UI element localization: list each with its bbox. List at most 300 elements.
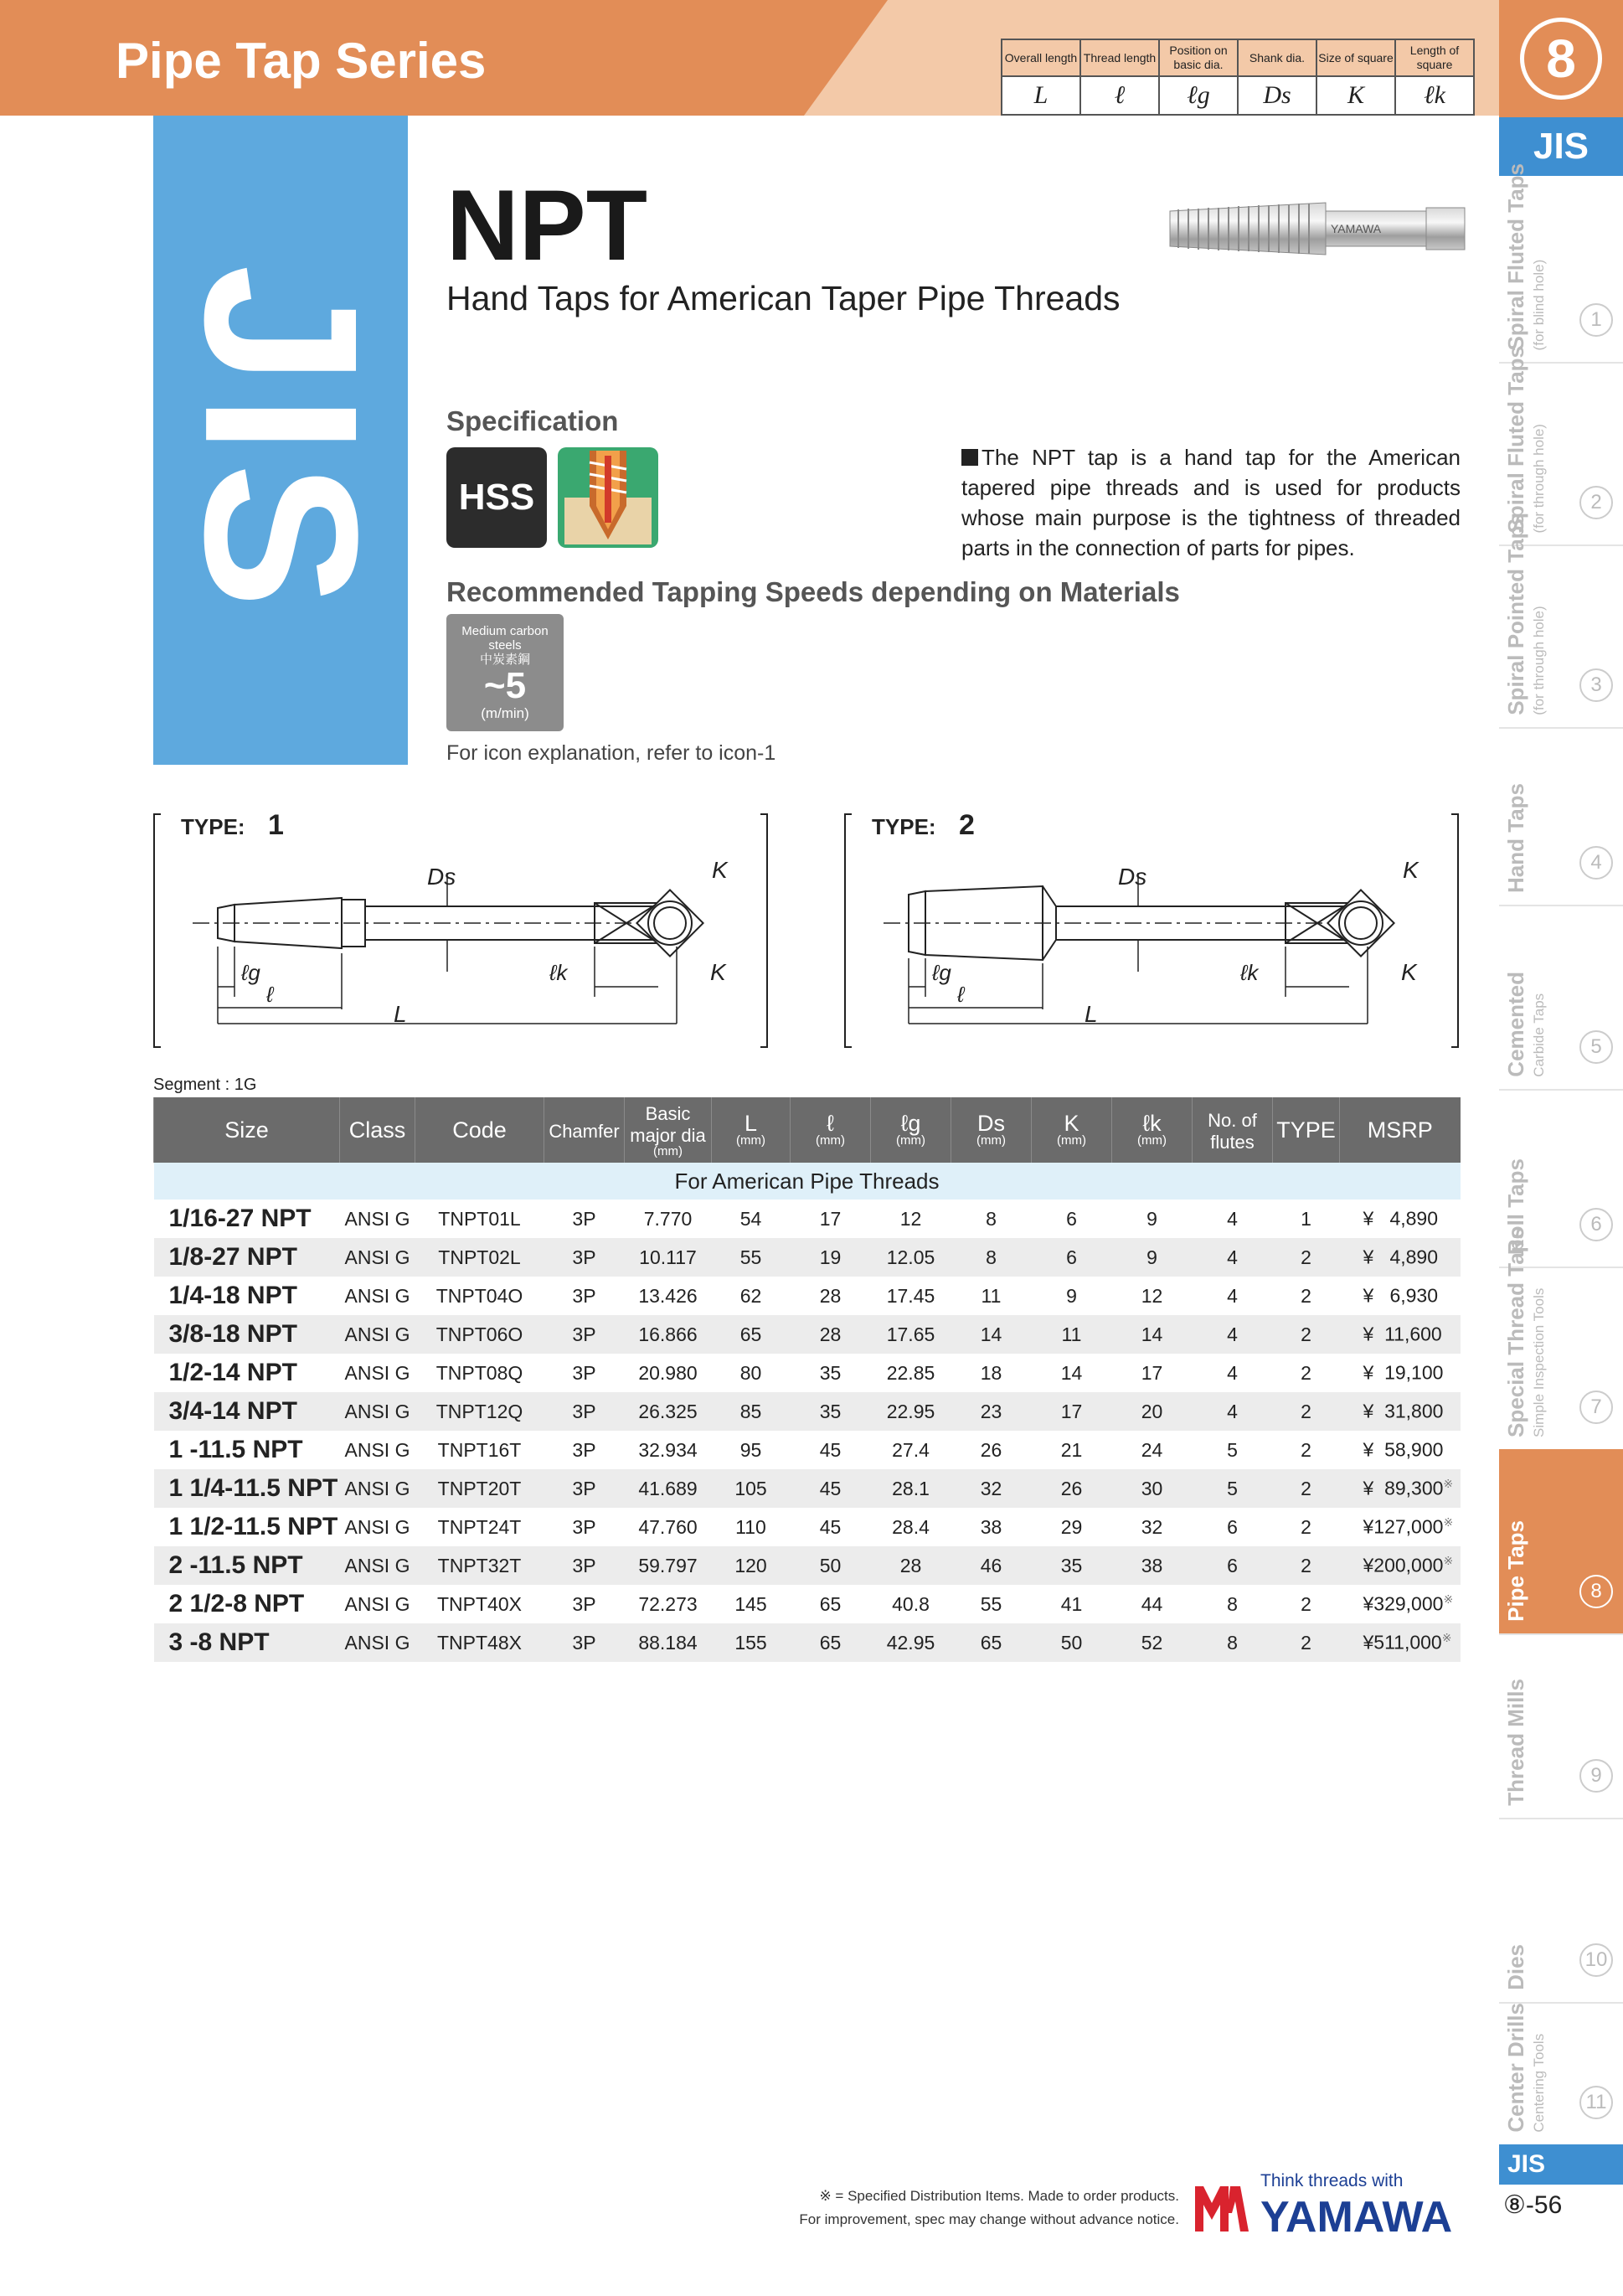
cell-msrp — [1340, 1508, 1461, 1546]
msrp-value: ¥ 6,930 — [1363, 1284, 1439, 1307]
made-to-order-mark: ※ — [1443, 1592, 1454, 1607]
sidebar-item-label — [1504, 1944, 1579, 1990]
cell-class: ANSI G — [340, 1315, 415, 1354]
cell-basic-major: 7.770 — [625, 1200, 712, 1238]
cell-chamfer: 3P — [544, 1431, 625, 1469]
cell-L: 55 — [712, 1238, 791, 1277]
dimension-legend — [1001, 39, 1475, 116]
cell-msrp — [1340, 1546, 1461, 1585]
cell-basic-major: 88.184 — [625, 1623, 712, 1662]
cell-chamfer: 3P — [544, 1585, 625, 1623]
cell-lg: 42.95 — [871, 1623, 951, 1662]
cell-lk: 52 — [1112, 1623, 1193, 1662]
cell-lg: 12 — [871, 1200, 951, 1238]
cell-flutes: 4 — [1193, 1238, 1273, 1277]
cell-msrp — [1340, 1623, 1461, 1662]
table-row — [154, 1508, 1461, 1546]
table-row — [154, 1238, 1461, 1277]
col-msrp: MSRP — [1340, 1097, 1461, 1163]
cell-flutes: 4 — [1193, 1200, 1273, 1238]
page-section-title: Pipe Tap Series — [116, 33, 487, 89]
speed-material-en: Medium carbon steels — [461, 624, 549, 653]
msrp-value: ¥ 89,300 — [1363, 1477, 1444, 1499]
cell-code: TNPT02L — [415, 1238, 544, 1277]
cell-type: 2 — [1273, 1392, 1340, 1431]
cell-code: TNPT40X — [415, 1585, 544, 1623]
cell-flutes: 4 — [1193, 1315, 1273, 1354]
cell-l: 45 — [791, 1508, 871, 1546]
cell-lk: 17 — [1112, 1354, 1193, 1392]
cell-flutes: 5 — [1193, 1431, 1273, 1469]
table-row — [154, 1200, 1461, 1238]
spec-table — [153, 1097, 1461, 1662]
sidebar-item-11[interactable] — [1499, 2002, 1623, 2146]
cell-size: 1/16-27 NPT — [154, 1200, 340, 1238]
cell-basic-major: 20.980 — [625, 1354, 712, 1392]
cell-lg: 40.8 — [871, 1585, 951, 1623]
sidebar-item-title: Center Drills — [1503, 2003, 1528, 2133]
msrp-value: ¥ 58,900 — [1363, 1438, 1444, 1461]
sidebar-item-number: 6 — [1579, 1208, 1613, 1241]
cell-type: 2 — [1273, 1469, 1340, 1508]
sidebar-item-label — [1504, 163, 1579, 350]
cell-class: ANSI G — [340, 1238, 415, 1277]
segment-label: Segment : 1G — [153, 1076, 257, 1094]
cell-L: 145 — [712, 1585, 791, 1623]
tapping-speed-heading: Recommended Tapping Speeds depending on Materials — [446, 576, 1180, 607]
cell-ds: 26 — [951, 1431, 1032, 1469]
sidebar-item-number: 9 — [1579, 1759, 1613, 1793]
label-k-top: K — [1403, 857, 1419, 883]
label-lg: ℓg — [932, 960, 951, 985]
label-lk: ℓk — [1240, 960, 1259, 985]
sidebar-item-subtitle: (for through hole) — [1531, 423, 1547, 533]
label-k-bottom: K — [1401, 959, 1417, 985]
sidebar-item-label — [1504, 346, 1579, 533]
cell-ds: 8 — [951, 1238, 1032, 1277]
cell-type: 2 — [1273, 1238, 1340, 1277]
cell-code: TNPT06O — [415, 1315, 544, 1354]
sidebar-item-subtitle: Carbide Taps — [1531, 993, 1547, 1077]
product-name: NPT — [446, 169, 647, 281]
cell-k: 6 — [1032, 1200, 1112, 1238]
col-code: Code — [415, 1097, 544, 1163]
cell-code: TNPT32T — [415, 1546, 544, 1585]
label-L: L — [394, 1001, 407, 1027]
cell-msrp — [1340, 1469, 1461, 1508]
cell-ds: 11 — [951, 1277, 1032, 1315]
legend-label-position-basic-dia: Position on basic dia. — [1159, 39, 1238, 76]
cell-k: 41 — [1032, 1585, 1112, 1623]
cell-L: 155 — [712, 1623, 791, 1662]
cell-flutes: 4 — [1193, 1392, 1273, 1431]
cell-msrp — [1340, 1200, 1461, 1238]
cell-L: 54 — [712, 1200, 791, 1238]
cell-ds: 23 — [951, 1392, 1032, 1431]
cell-l: 28 — [791, 1277, 871, 1315]
made-to-order-mark: ※ — [1443, 1477, 1454, 1491]
table-row — [154, 1469, 1461, 1508]
msrp-value: ¥ 4,890 — [1363, 1246, 1439, 1268]
cell-basic-major: 59.797 — [625, 1546, 712, 1585]
cell-size: 1/2-14 NPT — [154, 1354, 340, 1392]
coating-icon — [558, 447, 658, 548]
type-2-diagram — [842, 804, 1461, 1055]
msrp-value: ¥ 11,600 — [1363, 1323, 1442, 1345]
sidebar-item-number: 3 — [1579, 668, 1613, 702]
sidebar-item-8[interactable] — [1499, 1449, 1623, 1635]
cell-l: 19 — [791, 1238, 871, 1277]
sidebar-item-5[interactable] — [1499, 905, 1623, 1091]
cell-lk: 44 — [1112, 1585, 1193, 1623]
cell-lg: 27.4 — [871, 1431, 951, 1469]
cell-k: 21 — [1032, 1431, 1112, 1469]
cell-l: 17 — [791, 1200, 871, 1238]
table-row — [154, 1315, 1461, 1354]
cell-msrp — [1340, 1238, 1461, 1277]
speed-value: ~5 — [483, 665, 527, 706]
cell-chamfer: 3P — [544, 1546, 625, 1585]
cell-code: TNPT12Q — [415, 1392, 544, 1431]
cell-k: 14 — [1032, 1354, 1112, 1392]
sidebar-item-label — [1504, 2003, 1579, 2133]
col-basic-major: Basic major dia (mm) — [625, 1097, 712, 1163]
sidebar-item-3[interactable] — [1499, 513, 1623, 729]
cell-k: 11 — [1032, 1315, 1112, 1354]
cell-lk: 32 — [1112, 1508, 1193, 1546]
end-view — [636, 890, 703, 956]
sidebar-item-number: 8 — [1579, 1575, 1613, 1608]
cell-ds: 32 — [951, 1469, 1032, 1508]
cell-code: TNPT04O — [415, 1277, 544, 1315]
cell-L: 80 — [712, 1354, 791, 1392]
product-subtitle: Hand Taps for American Taper Pipe Threads — [446, 279, 1121, 317]
page-number: ⑧-56 — [1503, 2191, 1563, 2219]
cell-lg: 17.65 — [871, 1315, 951, 1354]
cell-lg: 28.4 — [871, 1508, 951, 1546]
cell-code: TNPT20T — [415, 1469, 544, 1508]
legend-label-length-of-square: Length of square — [1395, 39, 1474, 76]
label-ds: Ds — [1118, 864, 1147, 890]
legend-label-overall-length: Overall length — [1002, 39, 1080, 76]
sidebar-item-subtitle: (for blind hole) — [1531, 259, 1547, 350]
tapping-speed-badge — [446, 614, 564, 731]
cell-lk: 24 — [1112, 1431, 1193, 1469]
cell-size: 3/4-14 NPT — [154, 1392, 340, 1431]
cell-flutes: 8 — [1193, 1585, 1273, 1623]
label-l: ℓ — [957, 982, 965, 1007]
sidebar-item-10[interactable] — [1499, 1818, 1623, 2004]
cell-l: 50 — [791, 1546, 871, 1585]
cell-l: 65 — [791, 1623, 871, 1662]
sidebar-item-title: Cemented — [1503, 972, 1528, 1077]
cell-lk: 9 — [1112, 1200, 1193, 1238]
type-label: TYPE: — [181, 814, 245, 839]
cell-code: TNPT01L — [415, 1200, 544, 1238]
cell-class: ANSI G — [340, 1354, 415, 1392]
cell-class: ANSI G — [340, 1200, 415, 1238]
table-row — [154, 1431, 1461, 1469]
cell-lg: 28 — [871, 1546, 951, 1585]
sidebar-item-number: 2 — [1579, 486, 1613, 519]
sidebar-item-subtitle: Centering Tools — [1531, 2034, 1547, 2133]
footer-jis-label: JIS — [1499, 2144, 1623, 2185]
sidebar-item-number: 1 — [1579, 303, 1613, 337]
cell-lg: 12.05 — [871, 1238, 951, 1277]
end-view — [1327, 890, 1394, 956]
cell-k: 35 — [1032, 1546, 1112, 1585]
cell-l: 35 — [791, 1392, 871, 1431]
cell-l: 35 — [791, 1354, 871, 1392]
cell-lg: 17.45 — [871, 1277, 951, 1315]
cell-lk: 9 — [1112, 1238, 1193, 1277]
cell-basic-major: 13.426 — [625, 1277, 712, 1315]
cell-L: 95 — [712, 1431, 791, 1469]
cell-size: 1 1/2-11.5 NPT — [154, 1508, 340, 1546]
sidebar-item-number: 7 — [1579, 1390, 1613, 1424]
cell-size: 3 -8 NPT — [154, 1623, 340, 1662]
bracket-right — [1451, 814, 1458, 1047]
footnote-line-2: For improvement, spec may change without advance notice. — [799, 2211, 1179, 2227]
sidebar-item-9[interactable] — [1499, 1633, 1623, 1819]
label-lk: ℓk — [549, 960, 568, 985]
cell-size: 1/4-18 NPT — [154, 1277, 340, 1315]
cell-L: 85 — [712, 1392, 791, 1431]
sidebar-item-title: Special Thread Taps — [1503, 1227, 1528, 1437]
table-row — [154, 1392, 1461, 1431]
cell-basic-major: 47.760 — [625, 1508, 712, 1546]
cell-k: 26 — [1032, 1469, 1112, 1508]
cell-flutes: 4 — [1193, 1277, 1273, 1315]
sidebar-item-number: 4 — [1579, 846, 1613, 880]
cell-k: 17 — [1032, 1392, 1112, 1431]
label-k-bottom: K — [710, 959, 726, 985]
tap-product-photo — [1167, 191, 1468, 266]
table-header-row — [154, 1097, 1461, 1163]
cell-msrp — [1340, 1354, 1461, 1392]
hss-material-badge: HSS — [446, 447, 547, 548]
type-number: 1 — [268, 809, 284, 841]
category-row — [154, 1163, 1461, 1200]
cell-L: 120 — [712, 1546, 791, 1585]
label-k-top: K — [712, 857, 728, 883]
bracket-right — [760, 814, 767, 1047]
type-number: 2 — [959, 809, 975, 841]
cell-L: 110 — [712, 1508, 791, 1546]
cell-chamfer: 3P — [544, 1277, 625, 1315]
cell-lg: 22.95 — [871, 1392, 951, 1431]
cell-type: 2 — [1273, 1431, 1340, 1469]
cell-size: 2 -11.5 NPT — [154, 1546, 340, 1585]
cell-chamfer: 3P — [544, 1200, 625, 1238]
cell-type: 2 — [1273, 1623, 1340, 1662]
cell-ds: 8 — [951, 1200, 1032, 1238]
cell-type: 2 — [1273, 1277, 1340, 1315]
cell-msrp — [1340, 1315, 1461, 1354]
cell-chamfer: 3P — [544, 1392, 625, 1431]
cell-basic-major: 16.866 — [625, 1315, 712, 1354]
cell-size: 2 1/2-8 NPT — [154, 1585, 340, 1623]
cell-basic-major: 41.689 — [625, 1469, 712, 1508]
cell-basic-major: 32.934 — [625, 1431, 712, 1469]
cell-chamfer: 3P — [544, 1508, 625, 1546]
legend-symbol-lg: ℓg — [1159, 76, 1238, 115]
cell-type: 2 — [1273, 1354, 1340, 1392]
cell-ds: 14 — [951, 1315, 1032, 1354]
cell-lk: 14 — [1112, 1315, 1193, 1354]
msrp-value: ¥ 31,800 — [1363, 1400, 1444, 1422]
cell-flutes: 4 — [1193, 1354, 1273, 1392]
col-type: TYPE — [1273, 1097, 1340, 1163]
brand-name: YAMAWA — [1260, 2193, 1453, 2237]
msrp-value: ¥329,000 — [1363, 1592, 1444, 1615]
table-row — [154, 1546, 1461, 1585]
cell-k: 6 — [1032, 1238, 1112, 1277]
cell-type: 2 — [1273, 1508, 1340, 1546]
col-lk: ℓk (mm) — [1112, 1097, 1193, 1163]
sidebar-item-label — [1504, 513, 1579, 715]
sidebar-item-label — [1504, 783, 1579, 893]
cell-l: 28 — [791, 1315, 871, 1354]
cell-msrp — [1340, 1585, 1461, 1623]
cell-lk: 12 — [1112, 1277, 1193, 1315]
sidebar-item-number: 11 — [1579, 2086, 1613, 2119]
yamawa-emblem-icon — [1195, 2186, 1249, 2232]
col-size: Size — [154, 1097, 340, 1163]
sidebar-item-title: Spiral Fluted Taps — [1503, 345, 1528, 533]
cell-code: TNPT48X — [415, 1623, 544, 1662]
product-description — [961, 442, 1461, 563]
jis-vertical-text: JIS — [159, 264, 403, 617]
brand-tagline: Think threads with — [1260, 2171, 1404, 2190]
legend-label-size-of-square: Size of square — [1316, 39, 1395, 76]
speed-material-jp: 中炭素鋼 — [479, 653, 530, 667]
cell-class: ANSI G — [340, 1585, 415, 1623]
cell-size: 3/8-18 NPT — [154, 1315, 340, 1354]
sidebar-item-label — [1504, 1227, 1579, 1437]
sidebar-item-number: 5 — [1579, 1030, 1613, 1064]
col-k: K (mm) — [1032, 1097, 1112, 1163]
cell-type: 1 — [1273, 1200, 1340, 1238]
sidebar-item-subtitle: (for through hole) — [1531, 606, 1547, 715]
cell-size: 1/8-27 NPT — [154, 1238, 340, 1277]
label-lg: ℓg — [241, 960, 260, 985]
cell-size: 1 1/4-11.5 NPT — [154, 1469, 340, 1508]
sidebar-item-title: Pipe Taps — [1503, 1520, 1528, 1622]
cell-ds: 46 — [951, 1546, 1032, 1585]
cell-flutes: 5 — [1193, 1469, 1273, 1508]
sidebar-item-title: Thread Mills — [1503, 1679, 1528, 1806]
chapter-number-tab — [1499, 0, 1623, 117]
cell-lg: 28.1 — [871, 1469, 951, 1508]
cell-ds: 65 — [951, 1623, 1032, 1662]
table-row — [154, 1623, 1461, 1662]
specification-heading: Specification — [446, 405, 619, 436]
cell-l: 45 — [791, 1431, 871, 1469]
bracket-left — [845, 814, 852, 1047]
msrp-value: ¥200,000 — [1363, 1554, 1444, 1576]
cell-k: 9 — [1032, 1277, 1112, 1315]
cell-L: 105 — [712, 1469, 791, 1508]
icon-explanation-note: For icon explanation, refer to icon-1 — [446, 741, 776, 765]
sidebar-item-label — [1504, 1679, 1579, 1806]
sidebar-item-title: Spiral Fluted Taps — [1503, 163, 1528, 350]
cell-k: 29 — [1032, 1508, 1112, 1546]
sidebar-item-7[interactable] — [1499, 1227, 1623, 1451]
sidebar-item-1[interactable] — [1499, 163, 1623, 364]
legend-symbol-k: K — [1316, 76, 1395, 115]
cell-flutes: 6 — [1193, 1508, 1273, 1546]
cell-msrp — [1340, 1431, 1461, 1469]
col-lg: ℓg (mm) — [871, 1097, 951, 1163]
cell-chamfer: 3P — [544, 1623, 625, 1662]
col-flutes: No. of flutes — [1193, 1097, 1273, 1163]
cell-size: 1 -11.5 NPT — [154, 1431, 340, 1469]
cell-ds: 38 — [951, 1508, 1032, 1546]
cell-ds: 18 — [951, 1354, 1032, 1392]
legend-label-shank-dia: Shank dia. — [1238, 39, 1316, 76]
table-row — [154, 1354, 1461, 1392]
cell-k: 50 — [1032, 1623, 1112, 1662]
cell-code: TNPT16T — [415, 1431, 544, 1469]
product-description-text: The NPT tap is a hand tap for the American tapered pipe threads and is used for products whose main purpose is the tightness of threaded parts in the connection of parts for pipes. — [961, 445, 1461, 560]
label-l: ℓ — [266, 982, 274, 1007]
col-chamfer: Chamfer — [544, 1097, 625, 1163]
cell-class: ANSI G — [340, 1623, 415, 1662]
cell-ds: 55 — [951, 1585, 1032, 1623]
category-label: For American Pipe Threads — [154, 1163, 1461, 1200]
bullet-square-icon — [961, 449, 978, 466]
cell-class: ANSI G — [340, 1277, 415, 1315]
cell-class: ANSI G — [340, 1431, 415, 1469]
cell-flutes: 6 — [1193, 1546, 1273, 1585]
cell-chamfer: 3P — [544, 1354, 625, 1392]
sidebar-item-4[interactable] — [1499, 727, 1623, 906]
cell-chamfer: 3P — [544, 1469, 625, 1508]
col-class: Class — [340, 1097, 415, 1163]
cell-basic-major: 72.273 — [625, 1585, 712, 1623]
legend-symbol-l: ℓ — [1080, 76, 1159, 115]
footnote-line-1: ※ = Specified Distribution Items. Made to order products. — [819, 2188, 1179, 2204]
jis-vertical-label — [153, 116, 408, 765]
cell-type: 2 — [1273, 1315, 1340, 1354]
sidebar-item-label — [1504, 972, 1579, 1077]
sidebar-item-title: Dies — [1503, 1944, 1528, 1990]
legend-symbol-L: L — [1002, 76, 1080, 115]
footnote — [670, 2185, 1179, 2232]
chapter-number: 8 — [1520, 18, 1602, 100]
cell-class: ANSI G — [340, 1546, 415, 1585]
made-to-order-mark: ※ — [1443, 1515, 1454, 1530]
cell-L: 65 — [712, 1315, 791, 1354]
cell-basic-major: 10.117 — [625, 1238, 712, 1277]
label-L: L — [1085, 1001, 1098, 1027]
sidebar-item-title: Spiral Pointed Taps — [1503, 513, 1528, 715]
sidebar-item-subtitle: Simple Inspection Tools — [1531, 1287, 1547, 1437]
sidebar-item-title: Hand Taps — [1503, 783, 1528, 893]
sidebar-jis-label: JIS — [1499, 117, 1623, 176]
cell-code: TNPT08Q — [415, 1354, 544, 1392]
cell-lk: 38 — [1112, 1546, 1193, 1585]
cell-chamfer: 3P — [544, 1315, 625, 1354]
bracket-left — [154, 814, 161, 1047]
cell-l: 65 — [791, 1585, 871, 1623]
cell-type: 2 — [1273, 1546, 1340, 1585]
cell-lg: 22.85 — [871, 1354, 951, 1392]
cell-lk: 20 — [1112, 1392, 1193, 1431]
cell-msrp — [1340, 1392, 1461, 1431]
made-to-order-mark: ※ — [1443, 1554, 1454, 1568]
